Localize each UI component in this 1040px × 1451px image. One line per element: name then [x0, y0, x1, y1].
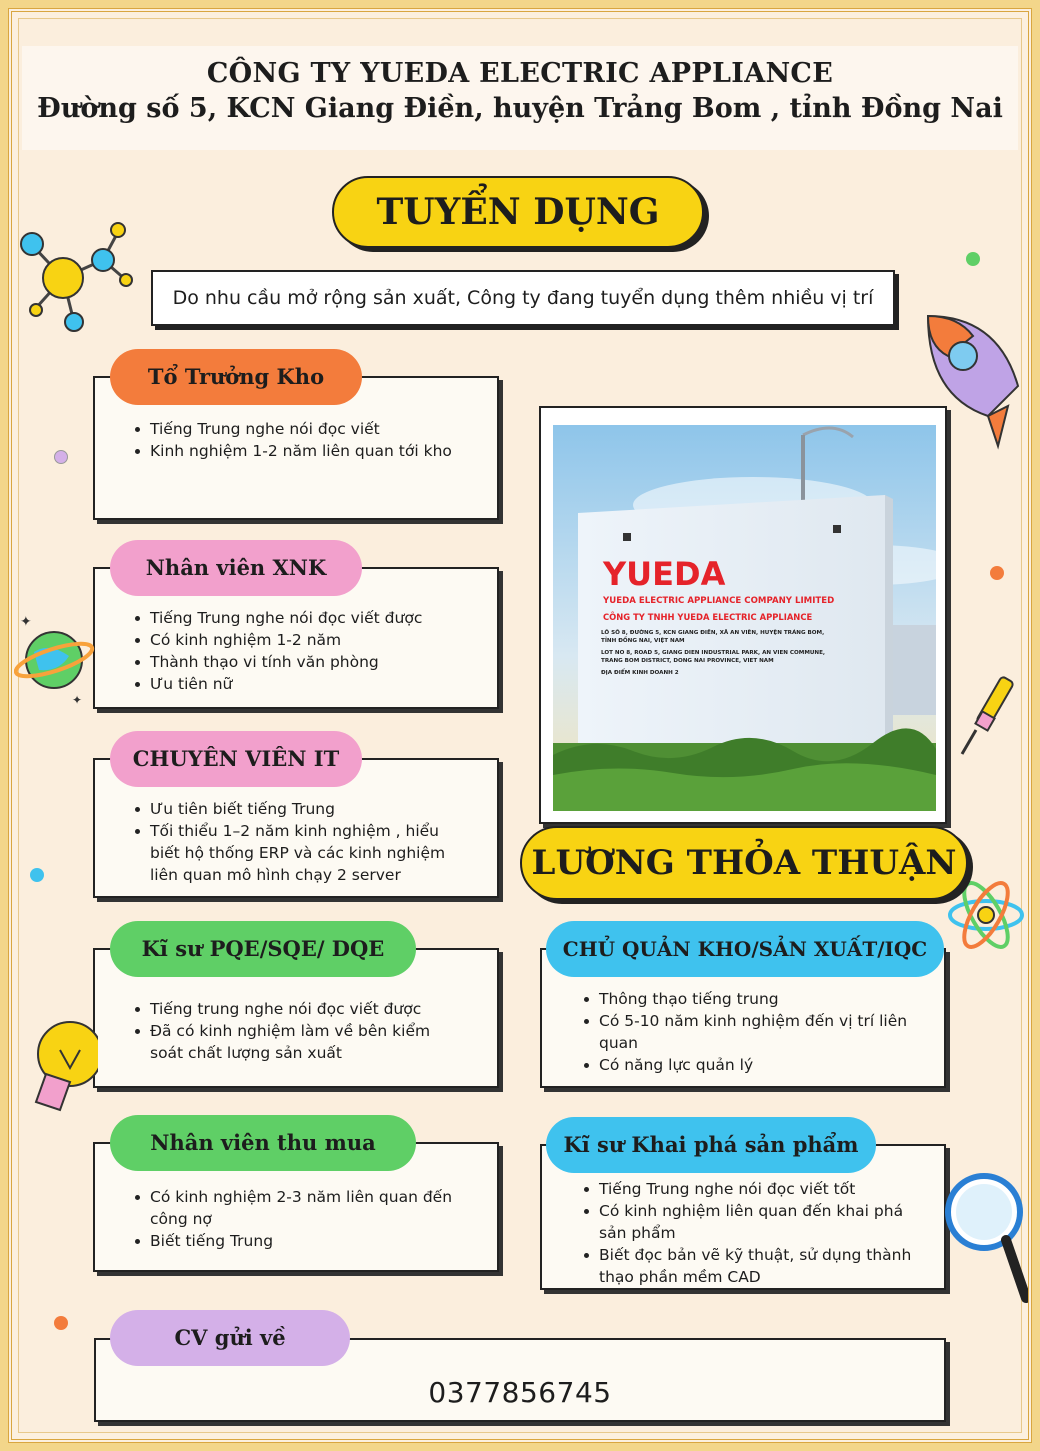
job-title-chu-quan-kho: CHỦ QUẢN KHO/SẢN XUẤT/IQC	[546, 921, 944, 977]
magnifier-icon	[944, 1168, 1028, 1308]
list-item: Có kinh nghiệm liên quan đến khai phá sản phẩm	[584, 1200, 930, 1244]
company-sign-illustration	[553, 425, 936, 811]
job-title-ki-su-pqe: Kĩ sư PQE/SQE/ DQE	[110, 921, 416, 977]
svg-text:✦: ✦	[72, 693, 83, 707]
header	[22, 46, 1018, 150]
list-item: Tiếng Trung nghe nói đọc viết	[135, 418, 497, 440]
sign-brand: YUEDA	[603, 555, 726, 593]
company-name: CÔNG TY YUEDA ELECTRIC APPLIANCE	[206, 58, 834, 89]
list-item: Có 5-10 năm kinh nghiệm đến vị trí liên quan	[584, 1010, 924, 1054]
list-item: Có năng lực quản lý	[584, 1054, 924, 1076]
job-title-ki-su-khai-pha: Kĩ sư Khai phá sản phẩm	[546, 1117, 876, 1173]
syringe-icon	[958, 668, 1028, 764]
list-item: Thành thạo vi tính văn phòng	[135, 651, 497, 673]
list-item: Biết đọc bản vẽ kỹ thuật, sử dụng thành thạo phần mềm CAD	[584, 1244, 930, 1288]
list-item: Tiếng Trung nghe nói đọc viết được	[135, 607, 497, 629]
list-item: Tối thiểu 1–2 năm kinh nghiệm , hiểu biết hộ thống ERP và các kinh nghiệm liên quan mô hình chạy 2 server	[135, 820, 467, 886]
list-item: Tiếng trung nghe nói đọc viết được	[135, 998, 467, 1020]
decor-dot	[54, 450, 68, 464]
phone-number[interactable]: 0377856745	[94, 1338, 946, 1422]
decor-dot	[54, 1316, 68, 1330]
list-item: Ưu tiên biết tiếng Trung	[135, 798, 467, 820]
sign-location: ĐỊA ĐIỂM KINH DOANH 2	[601, 670, 679, 676]
cv-label: CV gửi về	[110, 1310, 350, 1366]
company-sign-photo	[553, 425, 936, 811]
sign-line2: CÔNG TY TNHH YUEDA ELECTRIC APPLIANCE	[603, 612, 813, 622]
job-title-chuyen-vien-it: CHUYÊN VIÊN IT	[110, 731, 362, 787]
list-item: Thông thạo tiếng trung	[584, 988, 924, 1010]
salary-negotiable: LƯƠNG THỎA THUẬN	[520, 826, 968, 900]
sign-address-vi: LÔ SỐ 8, ĐƯỜNG 5, KCN GIANG ĐIỀN, XÃ AN VIỄN, HUYỆN TRẢNG BOM, TỈNH ĐỒNG NAI, VIỆT NAM	[601, 630, 825, 644]
job-title-nhan-vien-xnk: Nhân viên XNK	[110, 540, 362, 596]
list-item: Đã có kinh nghiệm làm về bên kiểm soát chất lượng sản xuất	[135, 1020, 467, 1064]
molecule-icon	[18, 218, 138, 348]
decor-dot	[990, 566, 1004, 580]
decor-dot	[966, 252, 980, 266]
list-item: Ưu tiên nữ	[135, 673, 497, 695]
list-item: Tiếng Trung nghe nói đọc viết tốt	[584, 1178, 930, 1200]
rocket-icon	[918, 306, 1028, 456]
job-title-nhan-vien-thu-mua: Nhân viên thu mua	[110, 1115, 416, 1171]
list-item: Kinh nghiệm 1-2 năm liên quan tới kho	[135, 440, 497, 462]
list-item: Có kinh nghiệm 2-3 năm liên quan đến công nợ	[135, 1186, 457, 1230]
company-photo-card	[539, 406, 947, 824]
sign-line1: YUEDA ELECTRIC APPLIANCE COMPANY LIMITED	[603, 596, 835, 606]
planet-icon	[14, 612, 96, 708]
recruitment-title: TUYỂN DỤNG	[332, 176, 704, 248]
intro-text: Do nhu cầu mở rộng sản xuất, Công ty đang tuyển dụng thêm nhiều vị trí	[151, 270, 895, 326]
list-item: Biết tiếng Trung	[135, 1230, 457, 1252]
sign-address-en: LOT NO 8, ROAD 5, GIANG DIEN INDUSTRIAL PARK, AN VIEN COMMUNE, TRANG BOM DISTRICT, DONG NAI PROVINCE, VIET NAM	[601, 650, 826, 664]
lightbulb-icon	[16, 1010, 98, 1120]
job-title-to-truong-kho: Tổ Trưởng Kho	[110, 349, 362, 405]
svg-text:✦: ✦	[20, 614, 32, 630]
list-item: Có kinh nghiệm 1-2 năm	[135, 629, 497, 651]
decor-dot	[30, 868, 44, 882]
company-address: Đường số 5, KCN Giang Điền, huyện Trảng Bom , tỉnh Đồng Nai	[37, 93, 1003, 124]
